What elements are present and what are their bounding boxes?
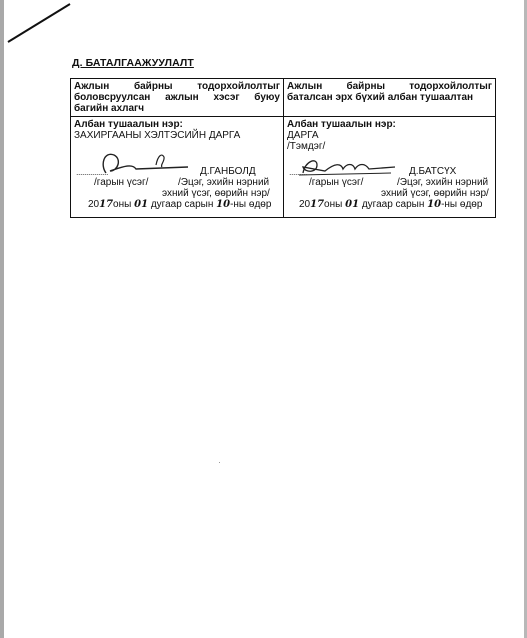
right-position-label: Албан тушаалын нэр: bbox=[287, 119, 396, 130]
left-header: Ажлын байрны тодорхойлолтыг боловсруулсан ажлын хэсэг буюу багийн ахлагч bbox=[71, 79, 284, 117]
approval-table bbox=[70, 78, 496, 218]
left-name-caption-2: эхний үсэг, өөрийн нэр/ bbox=[162, 188, 270, 199]
right-stamp-label: /Тэмдэг/ bbox=[287, 141, 326, 152]
left-date-suffix: -ны өдөр bbox=[230, 199, 272, 210]
table-signature-row bbox=[71, 117, 496, 218]
table-header-row bbox=[71, 79, 496, 117]
right-name-caption-1: /Эцэг, эхийн нэрний bbox=[397, 177, 489, 188]
left-date-mid2: дугаар сарын bbox=[150, 199, 214, 210]
left-date-month: 01 bbox=[134, 199, 149, 210]
right-signature-image bbox=[295, 153, 405, 177]
left-signature-caption: /гарын үсэг/ bbox=[94, 177, 149, 188]
right-date-day: 10 bbox=[427, 199, 442, 210]
right-position-value: ДАРГА bbox=[287, 130, 319, 141]
left-name-caption-1: /Эцэг, эхийн нэрний bbox=[178, 177, 270, 188]
right-date-month: 01 bbox=[345, 199, 360, 210]
right-date-prefix: 20 bbox=[299, 199, 311, 210]
left-date-prefix: 20 bbox=[88, 199, 100, 210]
left-signature-image bbox=[92, 143, 202, 177]
right-date-suffix: -ны өдөр bbox=[441, 199, 483, 210]
page-corner-fold bbox=[0, 0, 80, 50]
left-signature-cell bbox=[71, 117, 284, 218]
left-date-day: 10 bbox=[216, 199, 231, 210]
left-signature-line: ................ bbox=[76, 167, 109, 177]
right-date-mid1: оны bbox=[324, 199, 343, 210]
left-date-line bbox=[88, 199, 271, 210]
left-name: Д.ГАНБОЛД bbox=[200, 166, 256, 177]
right-name-caption-2: эхний үсэг, өөрийн нэр/ bbox=[381, 188, 489, 199]
section-title: Д. БАТАЛГААЖУУЛАЛТ bbox=[72, 57, 194, 69]
scan-left-edge bbox=[0, 0, 4, 638]
right-signature-caption: /гарын үсэг/ bbox=[309, 177, 364, 188]
left-date-mid1: оны bbox=[113, 199, 132, 210]
left-date-year: 17 bbox=[99, 199, 114, 210]
left-position-value: ЗАХИРГААНЫ ХЭЛТЭСИЙН ДАРГА bbox=[74, 130, 241, 141]
right-date-year: 17 bbox=[310, 199, 325, 210]
left-position-label: Албан тушаалын нэр: bbox=[74, 119, 183, 130]
right-signature-line: ......... bbox=[289, 167, 308, 177]
right-date-mid2: дугаар сарын bbox=[361, 199, 425, 210]
right-header: Ажлын байрны тодорхойлолтыг баталсан эрх бүхий албан тушаалтан bbox=[284, 79, 496, 117]
right-date-line bbox=[299, 199, 482, 210]
scan-speck bbox=[219, 462, 220, 463]
right-signature-cell bbox=[284, 117, 496, 218]
right-name: Д.БАТСҮХ bbox=[409, 166, 457, 177]
